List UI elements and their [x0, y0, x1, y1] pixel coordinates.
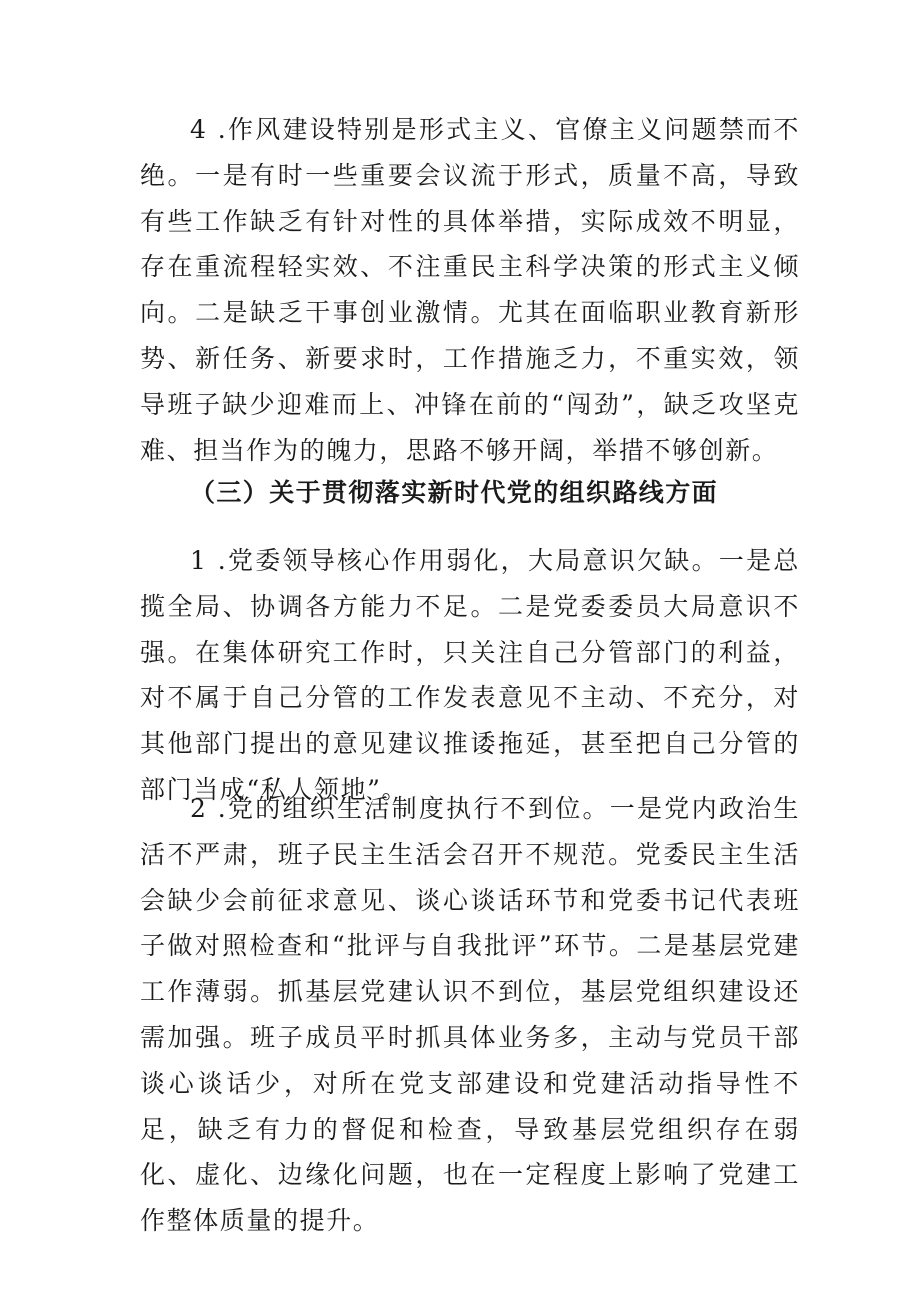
- paragraph-work-style: 4 .作风建设特别是形式主义、官僚主义问题禁而不绝。一是有时一些重要会议流于形式，质量不高，导致有些工作缺乏有针对性的具体举措，实际成效不明显，存在重流程轻实效、不注重民主科学决策的形式主义倾向。二是缺乏干事创业激情。尤其在面临职业教育新形势、新任务、新要求时，工作措施乏力，不重实效，领导班子缺少迎难而上、冲锋在前的“闯劲”，缺乏攻坚克难、担当作为的魄力，思路不够开阔，举措不够创新。: [140, 115, 800, 465]
- paragraph-organizational-life: 2 .党的组织生活制度执行不到位。一是党内政治生活不严肃，班子民主生活会召开不规范。党委民主生活会缺少会前征求意见、谈心谈话环节和党委书记代表班子做对照检查和“批评与自我批评”环节。二是基层党建工作薄弱。抓基层党建认识不到位，基层党组织建设还需加强。班子成员平时抓具体业务多，主动与党员干部谈心谈话少，对所在党支部建设和党建活动指导性不足，缺乏有力的督促和检查，导致基层党组织存在弱化、虚化、边缘化问题，也在一定程度上影响了党建工作整体质量的提升。: [140, 794, 800, 1236]
- section-heading: （三）关于贯彻落实新时代党的组织路线方面: [190, 478, 719, 507]
- paragraph-party-committee: 1 .党委领导核心作用弱化，大局意识欠缺。一是总揽全局、协调各方能力不足。二是党委委员大局意识不强。在集体研究工作时，只关注自己分管部门的利益，对不属于自己分管的工作发表意见不主动、不充分，对其他部门提出的意见建议推诿拖延，甚至把自己分管的部门当成“私人领地”。: [140, 546, 800, 804]
